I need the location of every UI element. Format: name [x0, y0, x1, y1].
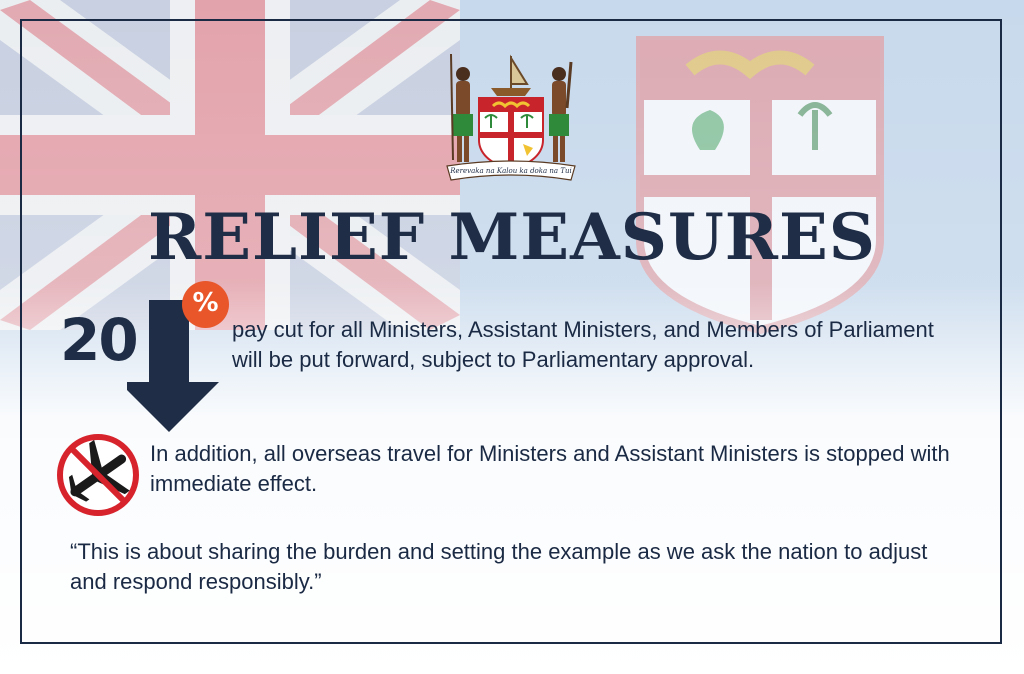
pay-cut-text: pay cut for all Ministers, Assistant Ministers, and Members of Parliament will be put forward, subject to Parliamentary approval. [232, 317, 934, 372]
no-flying-icon [55, 432, 141, 518]
pay-cut-number: 20 [60, 306, 137, 374]
travel-text: In addition, all overseas travel for Ministers and Assistant Ministers is stopped with immediate effect. [150, 441, 950, 496]
page-title: RELIEF MEASURES [148, 200, 876, 275]
fiji-coat-of-arms-icon [441, 48, 581, 188]
percent-badge: % [182, 281, 229, 328]
crest-motto: Rerevaka na Kalou ka doka na Tui [450, 167, 572, 175]
quote-text: “This is about sharing the burden and setting the example as we ask the nation to adjust and respond responsibly.” [70, 539, 928, 594]
